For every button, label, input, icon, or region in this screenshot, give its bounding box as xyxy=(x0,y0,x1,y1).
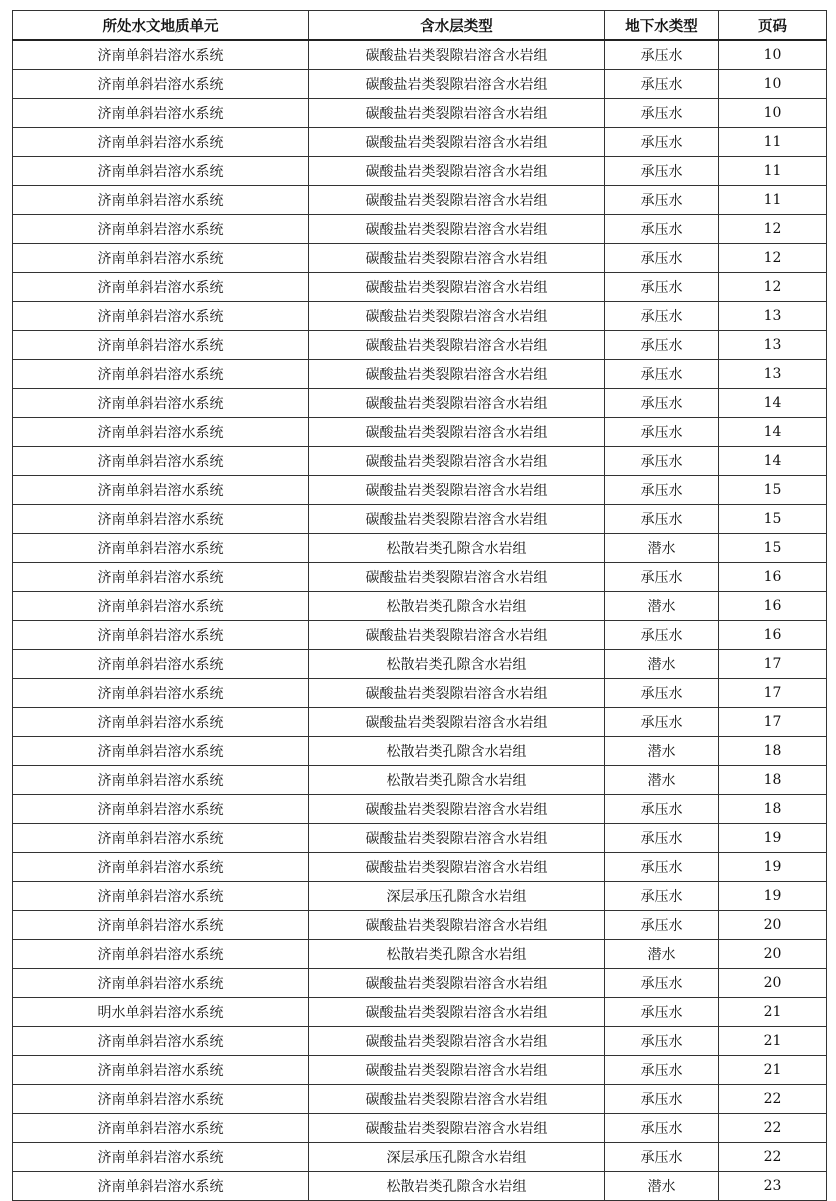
cell-page-number: 22 xyxy=(719,1114,827,1143)
cell-hydrogeologic-unit: 济南单斜岩溶水系统 xyxy=(13,244,309,273)
table-row xyxy=(13,650,827,679)
cell-aquifer-type: 松散岩类孔隙含水岩组 xyxy=(309,534,605,563)
table-row xyxy=(13,621,827,650)
cell-aquifer-type: 碳酸盐岩类裂隙岩溶含水岩组 xyxy=(309,157,605,186)
cell-groundwater-type: 承压水 xyxy=(605,882,719,911)
cell-page-number: 15 xyxy=(719,534,827,563)
cell-hydrogeologic-unit: 济南单斜岩溶水系统 xyxy=(13,1114,309,1143)
cell-hydrogeologic-unit: 济南单斜岩溶水系统 xyxy=(13,563,309,592)
cell-aquifer-type: 碳酸盐岩类裂隙岩溶含水岩组 xyxy=(309,244,605,273)
cell-page-number: 13 xyxy=(719,331,827,360)
cell-aquifer-type: 松散岩类孔隙含水岩组 xyxy=(309,1172,605,1201)
cell-groundwater-type: 承压水 xyxy=(605,679,719,708)
cell-aquifer-type: 碳酸盐岩类裂隙岩溶含水岩组 xyxy=(309,360,605,389)
cell-groundwater-type: 承压水 xyxy=(605,447,719,476)
table-row xyxy=(13,1027,827,1056)
cell-aquifer-type: 碳酸盐岩类裂隙岩溶含水岩组 xyxy=(309,708,605,737)
cell-groundwater-type: 承压水 xyxy=(605,853,719,882)
table-row xyxy=(13,1172,827,1201)
aquifer-index-table xyxy=(12,10,827,1201)
header-aquifer-type: 含水层类型 xyxy=(309,11,605,41)
cell-page-number: 14 xyxy=(719,447,827,476)
cell-groundwater-type: 承压水 xyxy=(605,911,719,940)
cell-aquifer-type: 深层承压孔隙含水岩组 xyxy=(309,1143,605,1172)
cell-hydrogeologic-unit: 济南单斜岩溶水系统 xyxy=(13,505,309,534)
cell-groundwater-type: 承压水 xyxy=(605,389,719,418)
cell-groundwater-type: 承压水 xyxy=(605,244,719,273)
table-row xyxy=(13,302,827,331)
cell-groundwater-type: 承压水 xyxy=(605,1143,719,1172)
cell-groundwater-type: 承压水 xyxy=(605,418,719,447)
cell-hydrogeologic-unit: 济南单斜岩溶水系统 xyxy=(13,476,309,505)
cell-page-number: 10 xyxy=(719,40,827,70)
cell-hydrogeologic-unit: 明水单斜岩溶水系统 xyxy=(13,998,309,1027)
cell-aquifer-type: 碳酸盐岩类裂隙岩溶含水岩组 xyxy=(309,273,605,302)
cell-page-number: 12 xyxy=(719,244,827,273)
cell-groundwater-type: 承压水 xyxy=(605,215,719,244)
cell-groundwater-type: 承压水 xyxy=(605,99,719,128)
table-row xyxy=(13,40,827,70)
table-row xyxy=(13,882,827,911)
cell-hydrogeologic-unit: 济南单斜岩溶水系统 xyxy=(13,969,309,998)
cell-aquifer-type: 碳酸盐岩类裂隙岩溶含水岩组 xyxy=(309,505,605,534)
cell-groundwater-type: 潜水 xyxy=(605,1172,719,1201)
cell-aquifer-type: 碳酸盐岩类裂隙岩溶含水岩组 xyxy=(309,128,605,157)
cell-groundwater-type: 潜水 xyxy=(605,592,719,621)
cell-hydrogeologic-unit: 济南单斜岩溶水系统 xyxy=(13,853,309,882)
cell-aquifer-type: 碳酸盐岩类裂隙岩溶含水岩组 xyxy=(309,1056,605,1085)
cell-groundwater-type: 承压水 xyxy=(605,1085,719,1114)
cell-aquifer-type: 碳酸盐岩类裂隙岩溶含水岩组 xyxy=(309,99,605,128)
cell-page-number: 17 xyxy=(719,679,827,708)
cell-hydrogeologic-unit: 济南单斜岩溶水系统 xyxy=(13,911,309,940)
cell-hydrogeologic-unit: 济南单斜岩溶水系统 xyxy=(13,99,309,128)
table-row xyxy=(13,476,827,505)
table-row xyxy=(13,389,827,418)
cell-hydrogeologic-unit: 济南单斜岩溶水系统 xyxy=(13,40,309,70)
table-row xyxy=(13,99,827,128)
cell-aquifer-type: 碳酸盐岩类裂隙岩溶含水岩组 xyxy=(309,447,605,476)
table-row xyxy=(13,998,827,1027)
table-row xyxy=(13,360,827,389)
cell-page-number: 18 xyxy=(719,737,827,766)
table-row xyxy=(13,708,827,737)
cell-groundwater-type: 承压水 xyxy=(605,969,719,998)
cell-hydrogeologic-unit: 济南单斜岩溶水系统 xyxy=(13,128,309,157)
table-row xyxy=(13,679,827,708)
cell-page-number: 23 xyxy=(719,1172,827,1201)
table-row xyxy=(13,940,827,969)
cell-aquifer-type: 松散岩类孔隙含水岩组 xyxy=(309,737,605,766)
cell-hydrogeologic-unit: 济南单斜岩溶水系统 xyxy=(13,679,309,708)
cell-hydrogeologic-unit: 济南单斜岩溶水系统 xyxy=(13,331,309,360)
cell-groundwater-type: 承压水 xyxy=(605,70,719,99)
cell-page-number: 11 xyxy=(719,128,827,157)
cell-page-number: 13 xyxy=(719,360,827,389)
cell-hydrogeologic-unit: 济南单斜岩溶水系统 xyxy=(13,186,309,215)
header-page-number: 页码 xyxy=(719,11,827,41)
cell-hydrogeologic-unit: 济南单斜岩溶水系统 xyxy=(13,882,309,911)
table-row xyxy=(13,853,827,882)
header-hydrogeologic-unit: 所处水文地质单元 xyxy=(13,11,309,41)
cell-page-number: 21 xyxy=(719,1027,827,1056)
cell-groundwater-type: 潜水 xyxy=(605,737,719,766)
table-row xyxy=(13,418,827,447)
cell-aquifer-type: 碳酸盐岩类裂隙岩溶含水岩组 xyxy=(309,389,605,418)
cell-page-number: 11 xyxy=(719,186,827,215)
cell-page-number: 15 xyxy=(719,476,827,505)
cell-hydrogeologic-unit: 济南单斜岩溶水系统 xyxy=(13,737,309,766)
cell-groundwater-type: 承压水 xyxy=(605,1056,719,1085)
cell-page-number: 10 xyxy=(719,99,827,128)
table-row xyxy=(13,1143,827,1172)
cell-aquifer-type: 松散岩类孔隙含水岩组 xyxy=(309,940,605,969)
cell-page-number: 13 xyxy=(719,302,827,331)
table-row xyxy=(13,186,827,215)
cell-groundwater-type: 承压水 xyxy=(605,476,719,505)
table-row xyxy=(13,70,827,99)
cell-aquifer-type: 碳酸盐岩类裂隙岩溶含水岩组 xyxy=(309,795,605,824)
table-row xyxy=(13,563,827,592)
cell-hydrogeologic-unit: 济南单斜岩溶水系统 xyxy=(13,766,309,795)
cell-groundwater-type: 承压水 xyxy=(605,302,719,331)
cell-page-number: 18 xyxy=(719,795,827,824)
table-row xyxy=(13,1085,827,1114)
table-row xyxy=(13,1056,827,1085)
cell-page-number: 19 xyxy=(719,853,827,882)
cell-hydrogeologic-unit: 济南单斜岩溶水系统 xyxy=(13,1172,309,1201)
cell-page-number: 21 xyxy=(719,998,827,1027)
cell-aquifer-type: 碳酸盐岩类裂隙岩溶含水岩组 xyxy=(309,1085,605,1114)
table-row xyxy=(13,969,827,998)
cell-aquifer-type: 碳酸盐岩类裂隙岩溶含水岩组 xyxy=(309,969,605,998)
table-body xyxy=(13,40,827,1201)
cell-groundwater-type: 承压水 xyxy=(605,128,719,157)
table-row xyxy=(13,447,827,476)
cell-hydrogeologic-unit: 济南单斜岩溶水系统 xyxy=(13,215,309,244)
cell-hydrogeologic-unit: 济南单斜岩溶水系统 xyxy=(13,302,309,331)
cell-hydrogeologic-unit: 济南单斜岩溶水系统 xyxy=(13,447,309,476)
cell-page-number: 20 xyxy=(719,969,827,998)
cell-aquifer-type: 碳酸盐岩类裂隙岩溶含水岩组 xyxy=(309,331,605,360)
cell-page-number: 14 xyxy=(719,418,827,447)
cell-page-number: 11 xyxy=(719,157,827,186)
cell-page-number: 20 xyxy=(719,911,827,940)
cell-groundwater-type: 潜水 xyxy=(605,766,719,795)
table-row xyxy=(13,1114,827,1143)
cell-groundwater-type: 承压水 xyxy=(605,1027,719,1056)
cell-groundwater-type: 承压水 xyxy=(605,331,719,360)
cell-aquifer-type: 碳酸盐岩类裂隙岩溶含水岩组 xyxy=(309,302,605,331)
cell-hydrogeologic-unit: 济南单斜岩溶水系统 xyxy=(13,157,309,186)
cell-page-number: 12 xyxy=(719,273,827,302)
table-header-row xyxy=(13,11,827,41)
cell-aquifer-type: 碳酸盐岩类裂隙岩溶含水岩组 xyxy=(309,40,605,70)
cell-groundwater-type: 承压水 xyxy=(605,186,719,215)
cell-hydrogeologic-unit: 济南单斜岩溶水系统 xyxy=(13,1143,309,1172)
cell-hydrogeologic-unit: 济南单斜岩溶水系统 xyxy=(13,650,309,679)
cell-aquifer-type: 碳酸盐岩类裂隙岩溶含水岩组 xyxy=(309,824,605,853)
cell-aquifer-type: 深层承压孔隙含水岩组 xyxy=(309,882,605,911)
cell-page-number: 22 xyxy=(719,1143,827,1172)
table-row xyxy=(13,737,827,766)
cell-hydrogeologic-unit: 济南单斜岩溶水系统 xyxy=(13,592,309,621)
cell-page-number: 18 xyxy=(719,766,827,795)
table-row xyxy=(13,331,827,360)
cell-hydrogeologic-unit: 济南单斜岩溶水系统 xyxy=(13,1056,309,1085)
cell-page-number: 16 xyxy=(719,621,827,650)
table-row xyxy=(13,911,827,940)
cell-aquifer-type: 碳酸盐岩类裂隙岩溶含水岩组 xyxy=(309,476,605,505)
cell-groundwater-type: 承压水 xyxy=(605,40,719,70)
cell-hydrogeologic-unit: 济南单斜岩溶水系统 xyxy=(13,1027,309,1056)
cell-hydrogeologic-unit: 济南单斜岩溶水系统 xyxy=(13,360,309,389)
cell-hydrogeologic-unit: 济南单斜岩溶水系统 xyxy=(13,418,309,447)
cell-groundwater-type: 承压水 xyxy=(605,563,719,592)
cell-hydrogeologic-unit: 济南单斜岩溶水系统 xyxy=(13,70,309,99)
cell-aquifer-type: 松散岩类孔隙含水岩组 xyxy=(309,650,605,679)
cell-groundwater-type: 承压水 xyxy=(605,1114,719,1143)
cell-aquifer-type: 碳酸盐岩类裂隙岩溶含水岩组 xyxy=(309,186,605,215)
cell-aquifer-type: 碳酸盐岩类裂隙岩溶含水岩组 xyxy=(309,70,605,99)
cell-hydrogeologic-unit: 济南单斜岩溶水系统 xyxy=(13,940,309,969)
cell-hydrogeologic-unit: 济南单斜岩溶水系统 xyxy=(13,824,309,853)
cell-groundwater-type: 承压水 xyxy=(605,621,719,650)
table-row xyxy=(13,534,827,563)
table-row xyxy=(13,795,827,824)
cell-groundwater-type: 承压水 xyxy=(605,273,719,302)
cell-page-number: 12 xyxy=(719,215,827,244)
table-row xyxy=(13,766,827,795)
cell-hydrogeologic-unit: 济南单斜岩溶水系统 xyxy=(13,708,309,737)
cell-page-number: 14 xyxy=(719,389,827,418)
cell-groundwater-type: 承压水 xyxy=(605,505,719,534)
header-groundwater-type: 地下水类型 xyxy=(605,11,719,41)
table-row xyxy=(13,505,827,534)
cell-hydrogeologic-unit: 济南单斜岩溶水系统 xyxy=(13,795,309,824)
cell-page-number: 19 xyxy=(719,882,827,911)
cell-aquifer-type: 碳酸盐岩类裂隙岩溶含水岩组 xyxy=(309,621,605,650)
cell-aquifer-type: 碳酸盐岩类裂隙岩溶含水岩组 xyxy=(309,418,605,447)
cell-page-number: 15 xyxy=(719,505,827,534)
cell-aquifer-type: 碳酸盐岩类裂隙岩溶含水岩组 xyxy=(309,679,605,708)
cell-groundwater-type: 承压水 xyxy=(605,998,719,1027)
cell-page-number: 17 xyxy=(719,650,827,679)
cell-aquifer-type: 松散岩类孔隙含水岩组 xyxy=(309,766,605,795)
table-row xyxy=(13,273,827,302)
cell-groundwater-type: 承压水 xyxy=(605,360,719,389)
cell-aquifer-type: 碳酸盐岩类裂隙岩溶含水岩组 xyxy=(309,215,605,244)
cell-aquifer-type: 碳酸盐岩类裂隙岩溶含水岩组 xyxy=(309,1027,605,1056)
cell-page-number: 16 xyxy=(719,592,827,621)
table-row xyxy=(13,128,827,157)
cell-hydrogeologic-unit: 济南单斜岩溶水系统 xyxy=(13,534,309,563)
cell-groundwater-type: 承压水 xyxy=(605,824,719,853)
cell-aquifer-type: 碳酸盐岩类裂隙岩溶含水岩组 xyxy=(309,1114,605,1143)
cell-page-number: 21 xyxy=(719,1056,827,1085)
table-row xyxy=(13,157,827,186)
cell-hydrogeologic-unit: 济南单斜岩溶水系统 xyxy=(13,273,309,302)
cell-aquifer-type: 碳酸盐岩类裂隙岩溶含水岩组 xyxy=(309,998,605,1027)
table-row xyxy=(13,592,827,621)
cell-page-number: 10 xyxy=(719,70,827,99)
cell-groundwater-type: 潜水 xyxy=(605,534,719,563)
table-row xyxy=(13,244,827,273)
cell-page-number: 16 xyxy=(719,563,827,592)
cell-groundwater-type: 潜水 xyxy=(605,650,719,679)
cell-aquifer-type: 碳酸盐岩类裂隙岩溶含水岩组 xyxy=(309,853,605,882)
cell-groundwater-type: 潜水 xyxy=(605,940,719,969)
cell-aquifer-type: 碳酸盐岩类裂隙岩溶含水岩组 xyxy=(309,911,605,940)
table-row xyxy=(13,824,827,853)
cell-page-number: 19 xyxy=(719,824,827,853)
cell-groundwater-type: 承压水 xyxy=(605,157,719,186)
cell-page-number: 17 xyxy=(719,708,827,737)
cell-aquifer-type: 碳酸盐岩类裂隙岩溶含水岩组 xyxy=(309,563,605,592)
table-row xyxy=(13,215,827,244)
cell-hydrogeologic-unit: 济南单斜岩溶水系统 xyxy=(13,1085,309,1114)
cell-page-number: 20 xyxy=(719,940,827,969)
cell-hydrogeologic-unit: 济南单斜岩溶水系统 xyxy=(13,389,309,418)
cell-groundwater-type: 承压水 xyxy=(605,795,719,824)
cell-aquifer-type: 松散岩类孔隙含水岩组 xyxy=(309,592,605,621)
cell-groundwater-type: 承压水 xyxy=(605,708,719,737)
cell-hydrogeologic-unit: 济南单斜岩溶水系统 xyxy=(13,621,309,650)
cell-page-number: 22 xyxy=(719,1085,827,1114)
